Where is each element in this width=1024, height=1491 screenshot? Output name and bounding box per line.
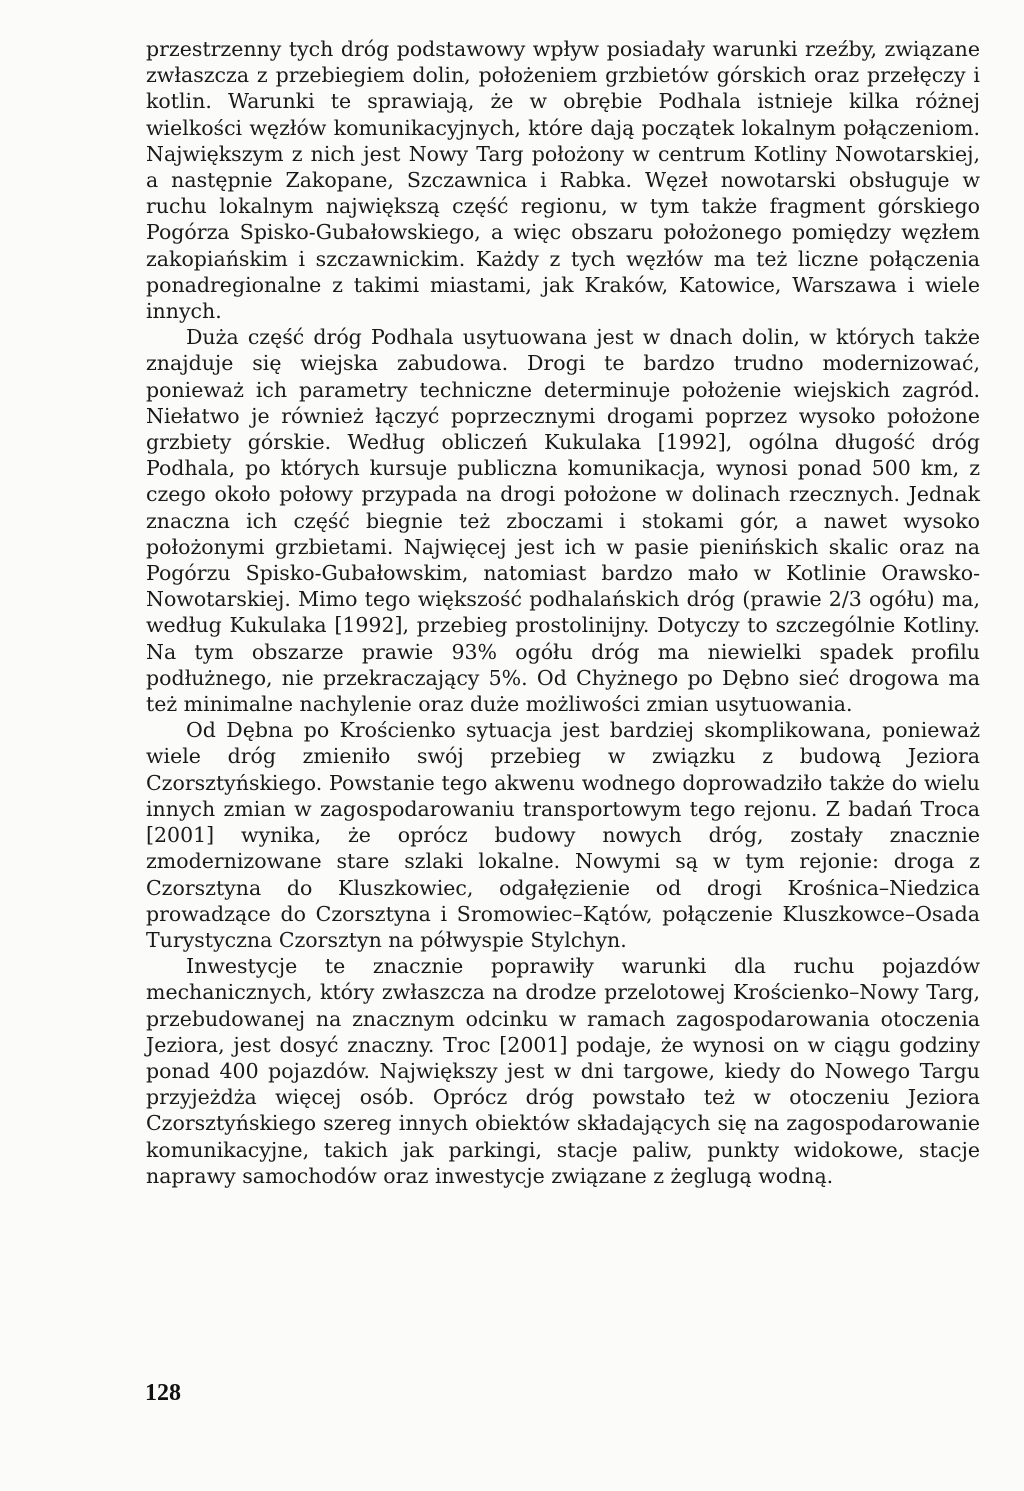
paragraph-investments: Inwestycje te znacznie poprawiły warunki dla ruchu pojazdów mechanicznych, który zwłaszcza na drodze przelotowej Krościenko–Nowy Targ, przebudowanej na znacznym odcinku w ramach zagospodarowania otoczenia Jeziora, jest dosyć znaczny. Troc [2001] podaje, że wynosi on w ciągu godziny ponad 400 pojazdów. Największy jest w dni targowe, kiedy do Nowego Targu przyjeżdża więcej osób. Oprócz dróg powstało też w otoczeniu Jeziora Czorsztyńskiego szereg innych obiektów składających się na zagospodarowanie komunikacyjne, takich jak parkingi, stacje paliw, punkty widokowe, stacje naprawy samochodów oraz inwestycje związane z żeglugą wodną.	[146, 954, 980, 1188]
paragraph-road-network: Duża część dróg Podhala usytuowana jest w dnach dolin, w których także znajduje się wiejska zabudowa. Drogi te bardzo trudno modernizować, ponieważ ich parametry techniczne determinuje położenie wiejskich zagród. Niełatwo je również łączyć poprzecznymi drogami poprzez wysoko położone grzbiety górskie. Według obliczeń Kukulaka [1992], ogólna długość dróg Podhala, po których kursuje publiczna komunikacja, wynosi ponad 500 km, z czego około połowy przypada na drogi położone w dolinach rzecznych. Jednak znaczna ich część biegnie też zboczami i stokami gór, a nawet wysoko położonymi grzbietami. Najwięcej jest ich w pasie pienińskich skalic oraz na Pogórzu Spisko-Gubałowskim, natomiast bardzo mało w Kotlinie Orawsko-Nowotarskiej. Mimo tego większość podhalańskich dróg (prawie 2/3 ogółu) ma, według Kukulaka [1992], przebieg prostolinijny. Dotyczy to szczególnie Kotliny. Na tym obszarze prawie 93% ogółu dróg ma niewielki spadek profilu podłużnego, nie przekraczający 5%. Od Chyżnego po Dębno sieć drogowa ma też minimalne nachylenie oraz duże możliwości zmian usytuowania.	[146, 325, 980, 717]
page-number: 128	[145, 1380, 181, 1406]
body-text	[146, 36, 980, 1189]
paragraph-debno-kroscienko: Od Dębna po Krościenko sytuacja jest bardziej skomplikowana, ponieważ wiele dróg zmieniło swój przebieg w związku z budową Jeziora Czorsztyńskiego. Powstanie tego akwenu wodnego doprowadziło także do wielu innych zmian w zagospodarowaniu transportowym tego rejonu. Z badań Troca [2001] wynika, że oprócz budowy nowych dróg, zostały znacznie zmodernizowane stare szlaki lokalne. Nowymi są w tym rejonie: droga z Czorsztyna do Kluszkowiec, odgałęzienie od drogi Krośnica–Niedzica prowadzące do Czorsztyna i Sromowiec–Kątów, połączenie Kluszkowce–Osada Turystyczna Czorsztyn na półwyspie Stylchyn.	[146, 718, 980, 952]
paragraph-continued: przestrzenny tych dróg podstawowy wpływ posiadały warunki rzeźby, związane zwłaszcza z przebiegiem dolin, położeniem grzbietów górskich oraz przełęczy i kotlin. Warunki te sprawiają, że w obrębie Podhala istnieje kilka różnej wielkości węzłów komunikacyjnych, które dają początek lokalnym połączeniom. Największym z nich jest Nowy Targ położony w centrum Kotliny Nowotarskiej, a następnie Zakopane, Szczawnica i Rabka. Węzeł nowotarski obsługuje w ruchu lokalnym największą część regionu, w tym także fragment górskiego Pogórza Spisko-Gubałowskiego, a więc obszaru położonego pomiędzy węzłem zakopiańskim i szczawnickim. Każdy z tych węzłów ma też liczne połączenia ponadregionalne z takimi miastami, jak Kraków, Katowice, Warszawa i wiele innych.	[146, 37, 980, 324]
